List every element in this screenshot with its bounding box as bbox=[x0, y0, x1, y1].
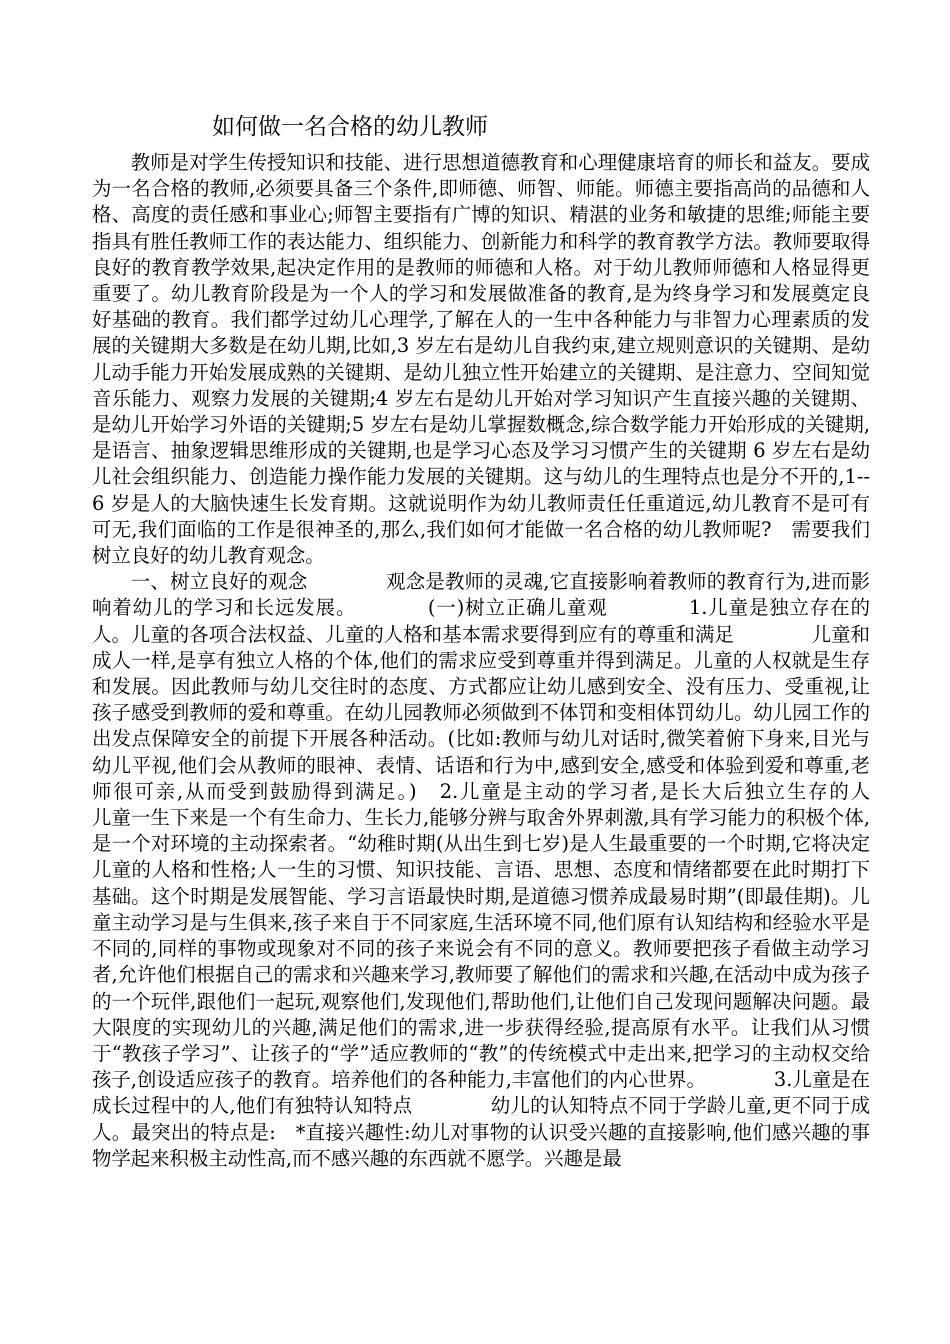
body-paragraph-concept: 一、树立良好的观念 观念是教师的灵魂,它直接影响着教师的教育行为,进而影响着幼儿的学习和长远发展。 (一)树立正确儿童观 1.儿童是独立存在的人。儿童的各项合法权益、儿童的人格和基本需求要得到应有的尊重和满足 儿童和成人一样,是享有独立人格的个体,他们的需求应受到尊重并得到满足。儿童的人权就是生存和发展。因此教师与幼儿交往时的态度、方式都应让幼儿感到安全、没有压力、受重视,让孩子感受到教师的爱和尊重。在幼儿园教师必须做到不体罚和变相体罚幼儿。幼儿园工作的出发点保障安全的前提下开展各种活动。(比如:教师与幼儿对话时,微笑着俯下身来,目光与幼儿平视,他们会从教师的眼神、表情、话语和行为中,感到安全,感受和体验到爱和尊重,老师很可亲,从而受到鼓励得到满足。) 2.儿童是主动的学习者,是长大后独立生存的人 儿童一生下来是一个有生命力、生长力,能够分辨与取舍外界刺激,具有学习能力的积极个体,是一个对环境的主动探索者。“幼稚时期(从出生到七岁)是人生最重要的一个时期,它将决定儿童的人格和性格;人一生的习惯、知识技能、言语、思想、态度和情绪都要在此时期打下基础。这个时期是发展智能、学习言语最快时期,是道德习惯养成最易时期”(即最佳期)。儿童主动学习是与生俱来,孩子来自于不同家庭,生活环境不同,他们原有认知结构和经验水平是不同的,同样的事物或现象对不同的孩子来说会有不同的意义。教师要把孩子看做主动学习者,允许他们根据自己的需求和兴趣来学习,教师要了解他们的需求和兴趣,在活动中成为孩子的一个玩伴,跟他们一起玩,观察他们,发现他们,帮助他们,让他们自己发现问题解决问题。最大限度的实现幼儿的兴趣,满足他们的需求,进一步获得经验,提高原有水平。让我们从习惯于“教孩子学习”、让孩子的“学”适应教师的“教”的传统模式中走出来,把学习的主动权交给孩子,创设适应孩子的教育。培养他们的各种能力,丰富他们的内心世界。 3.儿童是在成长过程中的人,他们有独特认知特点 幼儿的认知特点不同于学龄儿童,更不同于成人。最突出的特点是: *直接兴趣性:幼儿对事物的认识受兴趣的直接影响,他们感兴趣的事物学起来积极主动性高,而不感兴趣的东西就不愿学。兴趣是最 bbox=[92, 570, 948, 1170]
body-paragraph-intro: 教师是对学生传授知识和技能、进行思想道德教育和心理健康培育的师长和益友。要成为一名合格的教师,必须要具备三个条件,即师德、师智、师能。师德主要指高尚的品德和人格、高度的责任感和事业心;师智主要指有广博的知识、精湛的业务和敏捷的思维;师能主要指具有胜任教师工作的表达能力、组织能力、创新能力和科学的教育教学方法。教师要取得良好的教育教学效果,起决定作用的是教师的师德和人格。对于幼儿教师师德和人格显得更重要了。幼儿教育阶段是为一个人的学习和发展做准备的教育,是为终身学习和发展奠定良好基础的教育。我们都学过幼儿心理学,了解在人的一生中各种能力与非智力心理素质的发展的关键期大多数是在幼儿期,比如,3 岁左右是幼儿自我约束,建立规则意识的关键期、是幼儿动手能力开始发展成熟的关键期、是幼儿独立性开始建立的关键期、是注意力、空间知觉音乐能力、观察力发展的关键期;4 岁左右是幼儿开始对学习知识产生直接兴趣的关键期、是幼儿开始学习外语的关键期;5 岁左右是幼儿掌握数概念,综合数学能力开始形成的关键期,是语言、抽象逻辑思维形成的关键期,也是学习心态及学习习惯产生的关键期 6 岁左右是幼儿社会组织能力、创造能力操作能力发展的关键期。这与幼儿的生理特点也是分不开的,1--6 岁是人的大脑快速生长发育期。这就说明作为幼儿教师责任任重道远,幼儿教育不是可有可无,我们面临的工作是很神圣的,那么,我们如何才能做一名合格的幼儿教师呢? 需要我们树立良好的幼儿教育观念。 bbox=[92, 151, 870, 568]
document-body bbox=[92, 150, 948, 1172]
document-title: 如何做一名合格的幼儿教师 bbox=[212, 114, 488, 140]
